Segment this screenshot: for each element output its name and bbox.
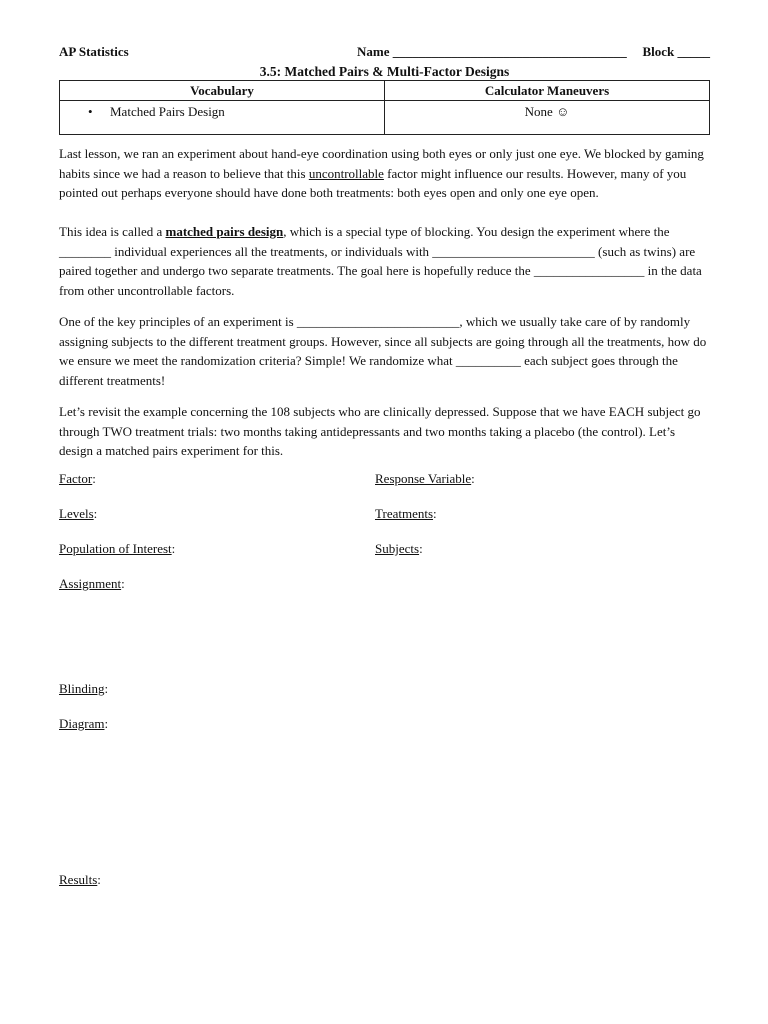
course-label: AP Statistics: [59, 44, 129, 59]
population-label: Population of Interest: [59, 541, 172, 556]
calculator-column: [385, 81, 709, 134]
subjects-field: [375, 541, 423, 557]
diagram-field: [59, 716, 108, 732]
response-variable-field: [375, 471, 475, 487]
colon: :: [104, 716, 109, 731]
colon: :: [171, 541, 176, 556]
vocabulary-table: [59, 80, 710, 135]
colon: :: [433, 506, 437, 521]
blinding-label: Blinding: [59, 681, 105, 696]
results-field: [59, 872, 101, 888]
paragraph-intro-text-a: Last lesson, we ran an experiment about hand-eye coordination using both eyes or only just one eye. We blocked by gaming habits since we had a reason to believe that this: [59, 146, 704, 181]
factor-label: Factor: [59, 471, 93, 486]
treatments-field: [375, 506, 437, 522]
treatments-label: Treatments: [375, 506, 434, 521]
bold-term: matched pairs design: [165, 224, 284, 239]
diagram-label: Diagram: [59, 716, 105, 731]
assignment-field: [59, 576, 125, 592]
paragraph-example: Let’s revisit the example concerning the 108 subjects who are clinically depressed. Suppose that we have EACH subject go through TWO treatment trials: two months taking antidepressants and two months taking a placebo (the control). Let’s design a matched pairs experiment for this.: [59, 404, 701, 459]
assignment-label: Assignment: [59, 576, 122, 591]
paragraph-matched-pairs: [59, 222, 710, 301]
vocabulary-item: [88, 104, 384, 120]
factor-field: [59, 471, 96, 487]
levels-field: [59, 506, 97, 522]
levels-label: Levels: [59, 506, 94, 521]
colon: :: [419, 541, 423, 556]
vocabulary-column: [60, 81, 385, 134]
blinding-field: [59, 681, 108, 697]
name-line: Name ____________________________________: [357, 44, 627, 59]
results-label: Results: [59, 872, 98, 887]
underlined-term: uncontrollable: [308, 165, 384, 181]
colon: :: [92, 471, 96, 486]
worksheet-title: 3.5: Matched Pairs & Multi-Factor Designs: [259, 64, 510, 79]
paragraph-intro-text-b: factor might influence our results. However, many of you pointed out perhaps everyone should have done both treatments: both eyes open and only one eye open.: [59, 165, 687, 201]
paragraph-matched-text-a: This idea is called a: [59, 224, 166, 239]
paragraph-randomization: One of the key principles of an experiment is _________________________, which we usually take care of by randomly assigning subjects to the different treatment groups. However, since all subjects are going through all the treatments, how do we ensure we meet the randomization criteria? Simple! We randomize what __________ each subject goes through the different treatments!: [59, 314, 707, 389]
response-variable-label: Response Variable: [375, 471, 472, 486]
colon: :: [121, 576, 125, 591]
worksheet-page: [59, 0, 710, 1024]
calculator-header: Calculator Maneuvers: [385, 83, 709, 101]
colon: :: [471, 471, 475, 486]
header: [59, 44, 710, 62]
colon: :: [104, 681, 109, 696]
population-field: [59, 541, 175, 557]
subjects-label: Subjects: [375, 541, 420, 556]
paragraph-intro: [59, 144, 710, 203]
bullet-icon: •: [88, 104, 93, 119]
calculator-item: None ☺: [524, 104, 570, 119]
block-line: Block _____: [642, 44, 710, 59]
colon: :: [93, 506, 98, 521]
paragraph-matched-text-b: , which is a special type of blocking. You design the experiment where the ________ individual experiences all the treatments, or individuals with _________________________ (such as twins) are paired together and undergo two separate treatments. The goal here is hopefully reduce the _________________ in the data from other uncontrollable factors.: [59, 224, 702, 299]
vocabulary-item-text: Matched Pairs Design: [110, 104, 225, 119]
vocabulary-header: Vocabulary: [60, 83, 384, 101]
colon: :: [97, 872, 101, 887]
